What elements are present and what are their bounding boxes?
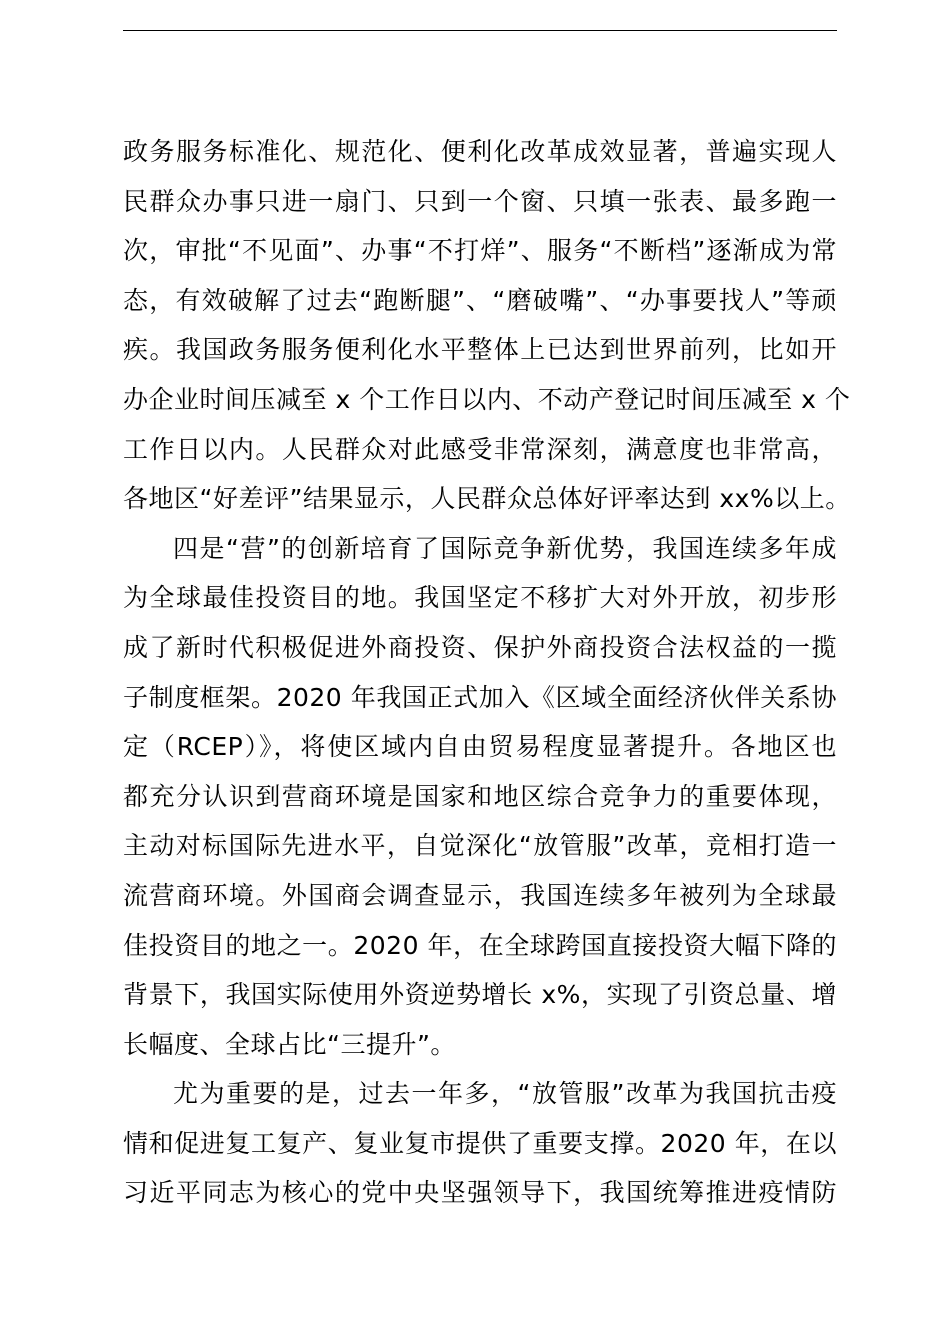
paragraph-2 xyxy=(123,524,837,1070)
text-line: 习近平同志为核心的党中央坚强领导下，我国统筹推进疫情防 xyxy=(123,1178,837,1208)
text-line: 主动对标国际先进水平，自觉深化“放管服”改革，竞相打造一 xyxy=(123,831,837,861)
text-line: 尤为重要的是，过去一年多，“放管服”改革为我国抗击疫 xyxy=(173,1079,837,1109)
text-line: 态，有效破解了过去“跑断腿”、“磨破嘴”、“办事要找人”等顽 xyxy=(123,285,837,315)
text-line: 工作日以内。人民群众对此感受非常深刻，满意度也非常高， xyxy=(123,434,837,464)
text-line: 长幅度、全球占比“三提升”。 xyxy=(123,1029,456,1059)
header-rule xyxy=(123,30,837,31)
text-line: 背景下，我国实际使用外资逆势增长 x%，实现了引资总量、增 xyxy=(123,980,837,1010)
paragraph-1 xyxy=(123,127,851,524)
text-line: 成了新时代积极促进外商投资、保护外商投资合法权益的一揽 xyxy=(123,632,837,662)
text-line: 疾。我国政务服务便利化水平整体上已达到世界前列，比如开 xyxy=(123,335,837,365)
text-line: 四是“营”的创新培育了国际竞争新优势，我国连续多年成 xyxy=(173,533,837,563)
text-line: 各地区“好差评”结果显示，人民群众总体好评率达到 xx%以上。 xyxy=(123,484,851,514)
text-line: 佳投资目的地之一。2020 年，在全球跨国直接投资大幅下降的 xyxy=(123,930,837,960)
text-line: 政务服务标准化、规范化、便利化改革成效显著，普遍实现人 xyxy=(123,137,837,166)
text-line: 流营商环境。外国商会调查显示，我国连续多年被列为全球最 xyxy=(123,880,837,910)
text-line: 为全球最佳投资目的地。我国坚定不移扩大对外开放，初步形 xyxy=(123,583,837,613)
text-line: 都充分认识到营商环境是国家和地区综合竞争力的重要体现， xyxy=(123,781,837,811)
text-line: 情和促进复工复产、复业复市提供了重要支撑。2020 年，在以 xyxy=(123,1128,837,1158)
text-line: 民群众办事只进一扇门、只到一个窗、只填一张表、最多跑一 xyxy=(123,186,837,216)
text-line: 办企业时间压减至 x 个工作日以内、不动产登记时间压减至 x 个 xyxy=(123,384,851,414)
text-line: 子制度框架。2020 年我国正式加入《区域全面经济伙伴关系协 xyxy=(123,682,837,712)
paragraph-3 xyxy=(123,1069,837,1218)
document-body xyxy=(123,127,851,1218)
text-line: 次，审批“不见面”、办事“不打烊”、服务“不断档”逐渐成为常 xyxy=(123,236,837,266)
text-line: 定（RCEP）》，将使区域内自由贸易程度显著提升。各地区也 xyxy=(123,732,837,762)
